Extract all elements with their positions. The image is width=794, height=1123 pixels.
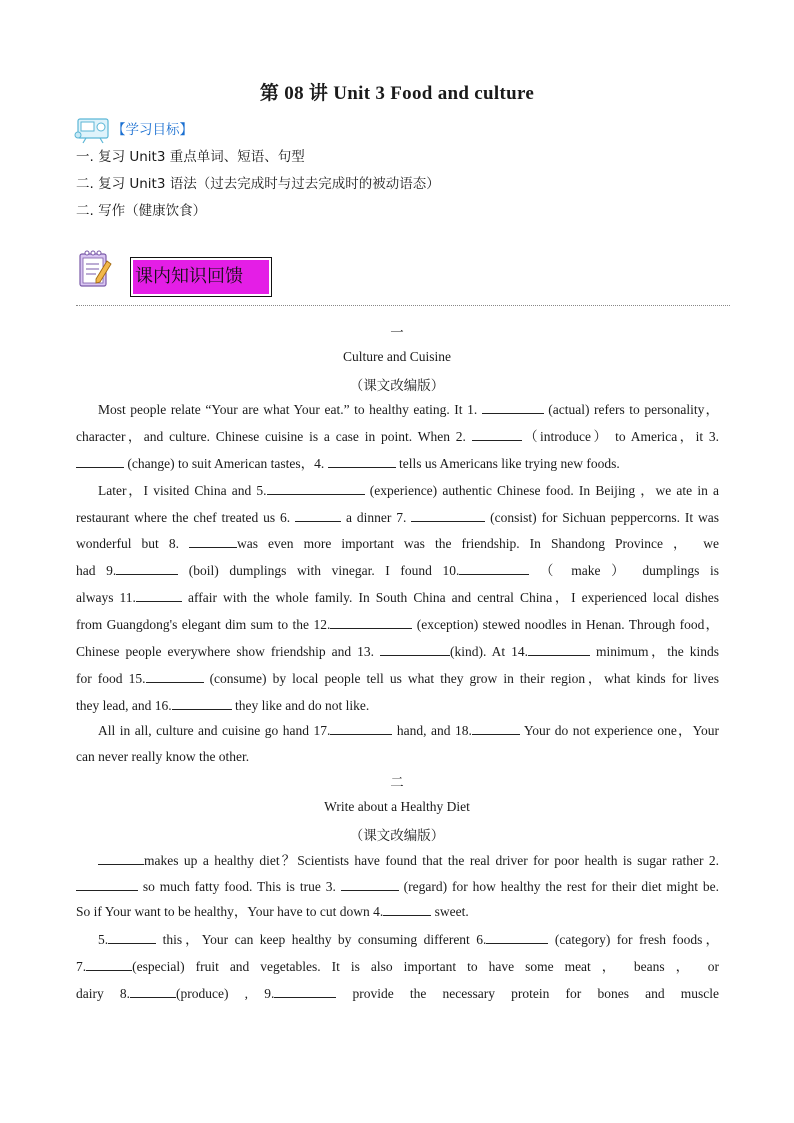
fill-blank[interactable] xyxy=(482,399,544,414)
passage-line: 5. this，Your can keep healthy by consuming different 6. (category) for fresh foods， xyxy=(76,926,719,953)
passage-line: Later，I visited China and 5. (experience) authentic Chinese food. In Beijing ，we ate in a xyxy=(76,477,719,504)
fill-blank[interactable] xyxy=(411,507,485,522)
fill-blank[interactable] xyxy=(172,695,232,710)
fill-blank[interactable] xyxy=(459,560,529,575)
passage-line: All in all, culture and cuisine go hand 17. hand, and 18. Your do not experience one，Your xyxy=(76,717,719,744)
passage-note: （课文改编版） xyxy=(349,378,445,394)
fill-blank[interactable] xyxy=(330,614,412,629)
fill-blank[interactable] xyxy=(189,533,237,548)
section-banner xyxy=(130,257,272,297)
fill-blank[interactable] xyxy=(328,453,396,468)
fill-blank[interactable] xyxy=(486,929,548,944)
passage-line: wonderful but 8. was even more important was the friendship. In Shandong Province ， we xyxy=(76,530,719,557)
passage-title: Write about a Healthy Diet xyxy=(324,799,470,814)
fill-blank[interactable] xyxy=(146,668,204,683)
fill-blank[interactable] xyxy=(383,901,431,916)
fill-blank[interactable] xyxy=(136,587,182,602)
fill-blank[interactable] xyxy=(130,983,176,998)
passage-line: character，and culture. Chinese cuisine is a case in point. When 2. （introduce） to America，it 3. xyxy=(76,423,719,450)
fill-blank[interactable] xyxy=(472,720,520,735)
fill-blank[interactable] xyxy=(472,426,522,441)
passage-line: had 9. (boil) dumplings with vinegar. I found 10. （ make ） dumplings is xyxy=(76,557,719,584)
fill-blank[interactable] xyxy=(380,641,450,656)
passage-line: (change) to suit American tastes，4. tells us Americans like trying new foods. xyxy=(76,450,719,477)
passage-line: Chinese people everywhere show friendship and 13. (kind). At 14. minimum，the kinds xyxy=(76,638,719,665)
page-title: 第 08 讲 Unit 3 Food and culture xyxy=(259,83,535,104)
fill-blank[interactable] xyxy=(116,560,178,575)
passage-line: restaurant where the chef treated us 6. a dinner 7. (consist) for Sichuan peppercorns. It was xyxy=(76,504,719,531)
goal-item: 二. 写作（健康饮食） xyxy=(76,203,207,219)
passage-note: （课文改编版） xyxy=(349,828,445,844)
passage-line: Most people relate “Your are what Your eat.” to healthy eating. It 1. (actual) refers to personality， xyxy=(76,396,719,423)
learning-goals-header: 【学习目标】 xyxy=(112,122,193,138)
notepad-pencil-icon xyxy=(78,249,112,289)
fill-blank[interactable] xyxy=(76,453,124,468)
fill-blank[interactable] xyxy=(295,507,341,522)
passage-line: can never really know the other. xyxy=(76,749,250,764)
passage-line: so much fatty food. This is true 3. (regard) for how healthy the rest for their diet might be. xyxy=(76,873,719,900)
passage-line: always 11. affair with the whole family. In South China and central China，I experienced local dishes xyxy=(76,584,719,611)
fill-blank[interactable] xyxy=(86,956,132,971)
passage-line: they lead, and 16. they like and do not like. xyxy=(76,692,719,719)
fill-blank[interactable] xyxy=(98,850,144,865)
passage-number: 一 xyxy=(390,325,404,340)
fill-blank[interactable] xyxy=(341,876,399,891)
passage-title: Culture and Cuisine xyxy=(343,349,451,364)
fill-blank[interactable] xyxy=(330,720,392,735)
presentation-board-icon xyxy=(74,116,114,144)
passage-line: So if Your want to be healthy，Your have to cut down 4. sweet. xyxy=(76,898,719,925)
passage-line: 7. (especial) fruit and vegetables. It is also important to have some meat ， beans ， or xyxy=(76,953,719,980)
passage-number: 二 xyxy=(390,775,404,790)
passage-line: for food 15. (consume) by local people tell us what they grow in their region，what kinds for lives xyxy=(76,665,719,692)
fill-blank[interactable] xyxy=(528,641,590,656)
passage-line: dairy 8. (produce) , 9. provide the necessary protein for bones and muscle xyxy=(76,980,719,1007)
fill-blank[interactable] xyxy=(267,480,365,495)
passage-line: from Guangdong's elegant dim sum to the 12. (exception) stewed noodles in Henan. Through food， xyxy=(76,611,719,638)
goal-item: 一. 复习 Unit3 重点单词、短语、句型 xyxy=(76,149,305,165)
fill-blank[interactable] xyxy=(274,983,336,998)
passage-line: makes up a healthy diet？Scientists have found that the real driver for poor health is sugar rather 2. xyxy=(76,847,719,874)
goal-item: 二. 复习 Unit3 语法（过去完成时与过去完成时的被动语态） xyxy=(76,176,440,192)
section-banner-label: 课内知识回馈 xyxy=(133,260,269,294)
fill-blank[interactable] xyxy=(108,929,156,944)
dotted-divider xyxy=(76,305,730,306)
fill-blank[interactable] xyxy=(76,876,138,891)
